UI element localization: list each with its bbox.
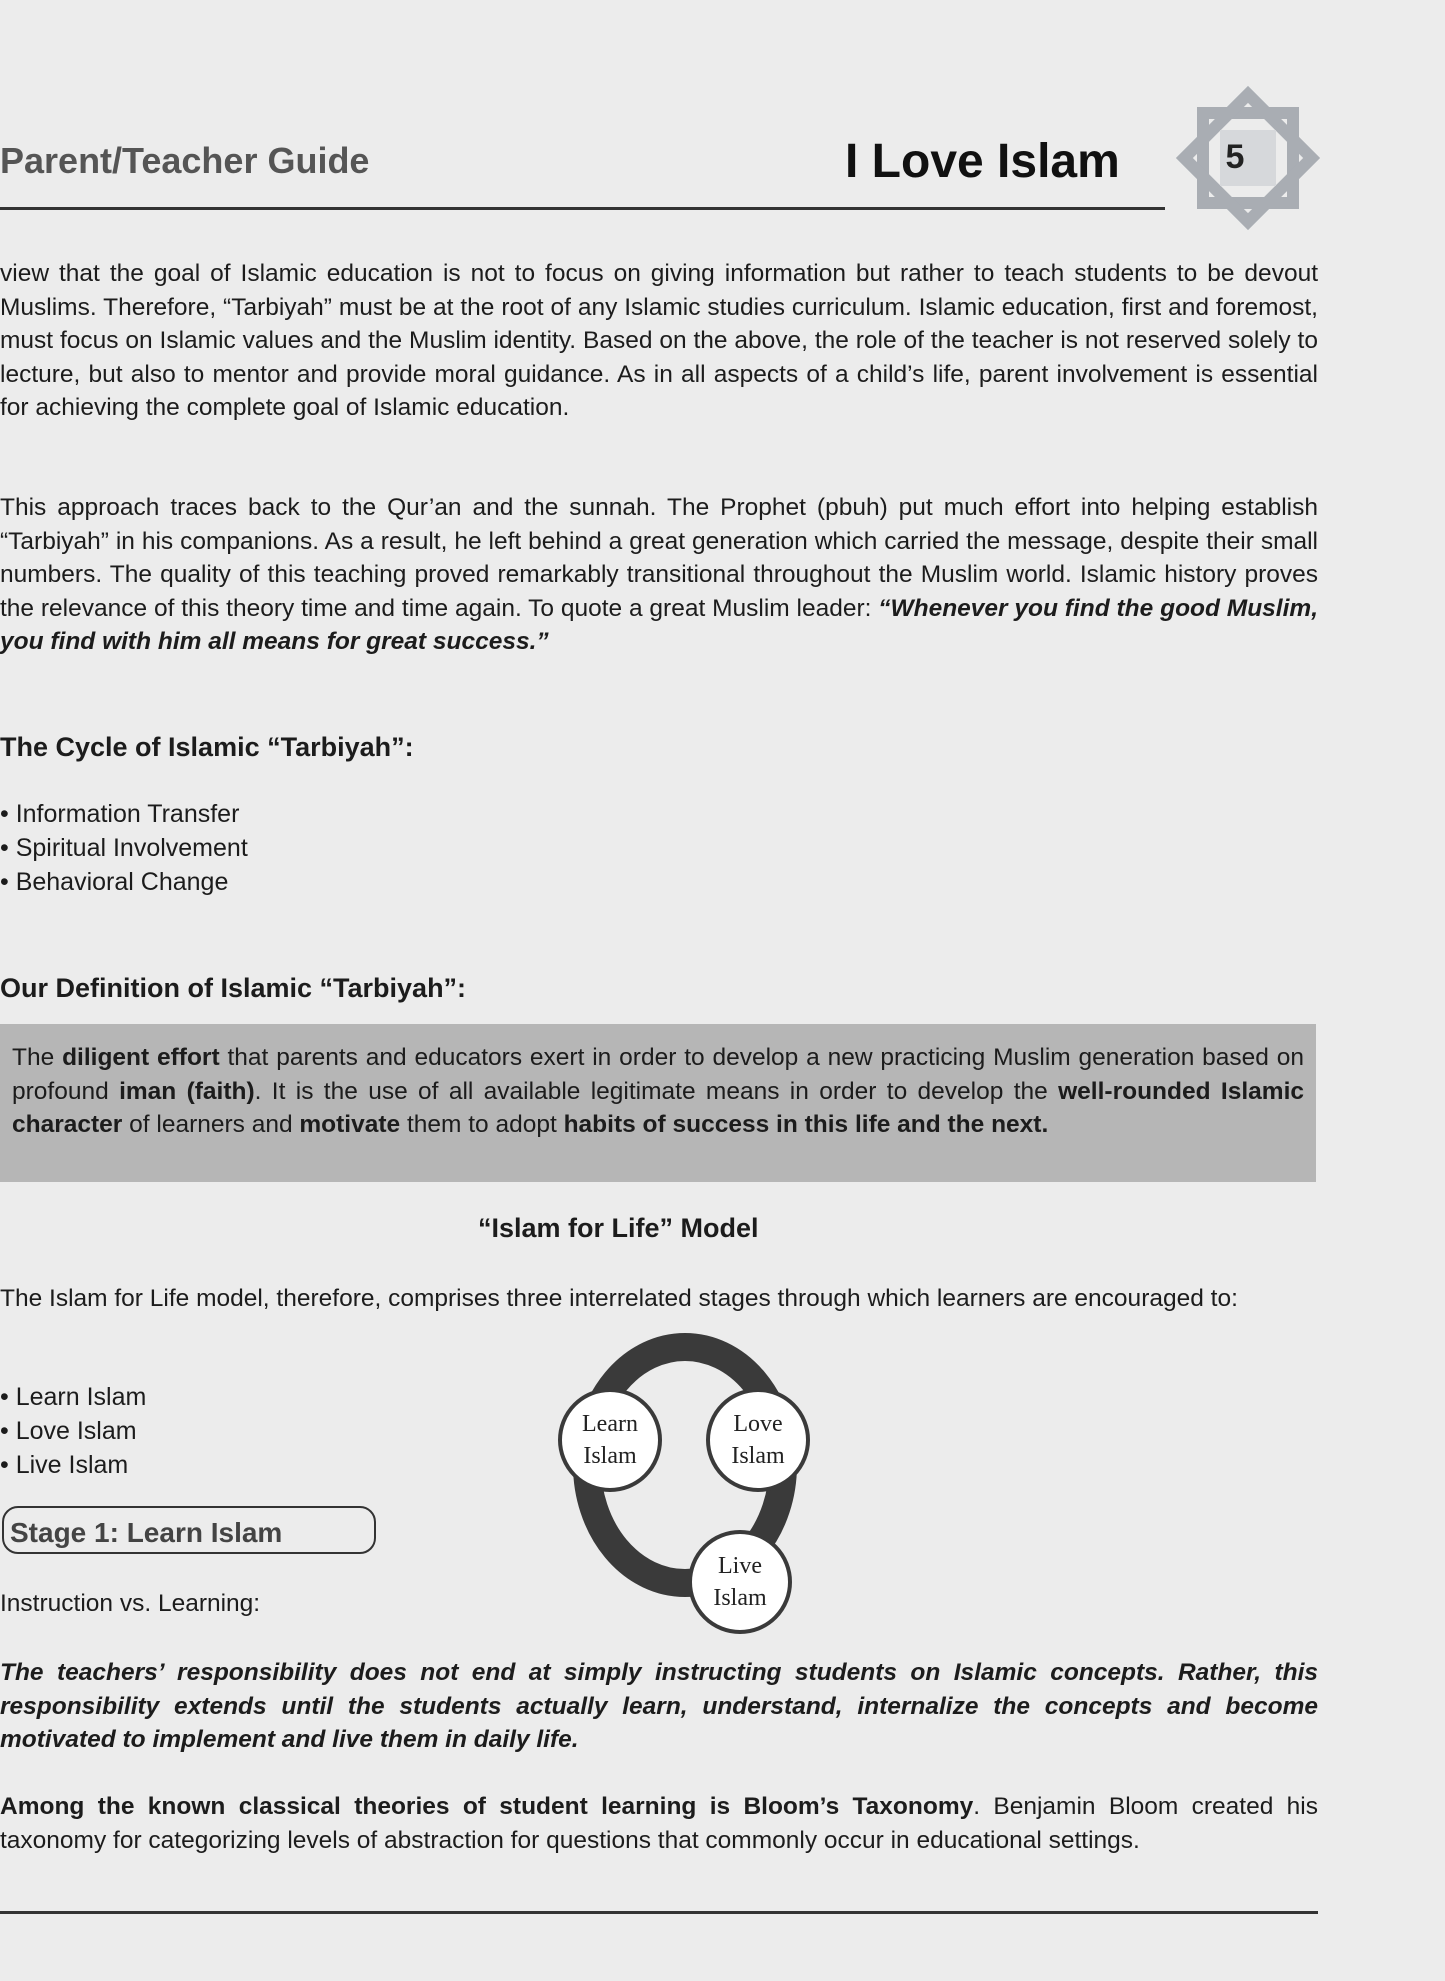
definition-bold: motivate [299,1111,401,1138]
bloom-bold: Among the known classical theories of student learning is Bloom’s Taxonomy [0,1793,974,1820]
cycle-list [0,797,248,899]
definition-box [0,1024,1316,1182]
node-label: Live [718,1553,762,1579]
book-title: I Love Islam [845,135,1120,188]
bloom-text: . Benjamin Bloom created his taxonomy for categorizing levels of abstraction for questions that commonly occur in educational settings. [0,1793,1318,1854]
model-title: “Islam for Life” Model [478,1213,759,1243]
list-item: • Information Transfer [0,797,248,831]
intro-paragraph-1: view that the goal of Islamic education is not to focus on giving information but rather to teach students to be devout Muslims. Therefore, “Tarbiyah” must be at the root of any Islamic studies curriculum. Islamic education, first and foremost, must focus on Islamic values and the Muslim identity. Based on the above, the role of the teacher is not reserved solely to lecture, but also to mentor and provide moral guidance. As in all aspects of a child’s life, parent involvement is essential for achieving the complete goal of Islamic education. [0,260,1318,421]
list-item: • Live Islam [0,1448,146,1482]
teacher-responsibility-paragraph: The teachers’ responsibility does not end at simply instructing students on Islamic concepts. Rather, this responsibility extends until the students actually learn, understand, internalize the concepts and become motivated to implement and live them in daily life. [0,1659,1318,1753]
stage-1-label: Stage 1: Learn Islam [10,1517,283,1548]
definition-text: that parents and educators exert in order to develop a new practicing Muslim generation based on profound [12,1044,1305,1105]
leader-quote: “Whenever you find the good Muslim, you find with him all means for great success.” [0,594,1318,655]
definition-bold: well-rounded Islamic character [12,1077,1304,1138]
definition-text: them to adopt [400,1111,564,1138]
guide-label: Parent/Teacher Guide [0,140,370,181]
footer-rule [0,1911,1318,1914]
node-label: Islam [583,1443,637,1469]
learn-islam-node [558,1388,662,1492]
definition-bold: diligent effort [62,1044,220,1071]
definition-text: . It is the use of all available legitimate means in order to develop the [254,1077,1059,1105]
bloom-paragraph [0,1790,1318,1857]
list-item: • Behavioral Change [0,865,248,899]
page-number: 5 [1225,138,1245,176]
list-item: • Spiritual Involvement [0,831,248,865]
node-label: Love [733,1411,783,1437]
cycle-heading: The Cycle of Islamic “Tarbiyah”: [0,732,414,762]
node-label: Islam [713,1585,767,1611]
definition-text: of learners and [122,1111,300,1138]
definition-heading: Our Definition of Islamic “Tarbiyah”: [0,973,467,1003]
list-item: • Love Islam [0,1414,146,1448]
definition-bold: habits of success in this life and the next. [563,1111,1049,1138]
model-intro: The Islam for Life model, therefore, comprises three interrelated stages through which learners are encouraged to: [0,1285,1238,1312]
intro-paragraph-2 [0,491,1318,659]
node-label: Learn [582,1411,638,1437]
love-islam-node [706,1388,810,1492]
intro-paragraph-2-text: This approach traces back to the Qur’an and the sunnah. The Prophet (pbuh) put much effort into helping establish “Tarbiyah” in his companions. As a result, he left behind a great generation which carried the message, despite their small numbers. The quality of this teaching proved remarkably transitional throughout the Muslim world. Islamic history proves the relevance of this theory time and time again. To quote a great Muslim leader: [0,494,1318,622]
definition-bold: iman (faith) [119,1077,255,1105]
stages-list [0,1380,146,1482]
instruction-subheading: Instruction vs. Learning: [0,1590,261,1617]
header-rule [0,207,1165,210]
list-item: • Learn Islam [0,1380,146,1414]
definition-text: The [12,1044,63,1071]
node-label: Islam [731,1443,785,1469]
